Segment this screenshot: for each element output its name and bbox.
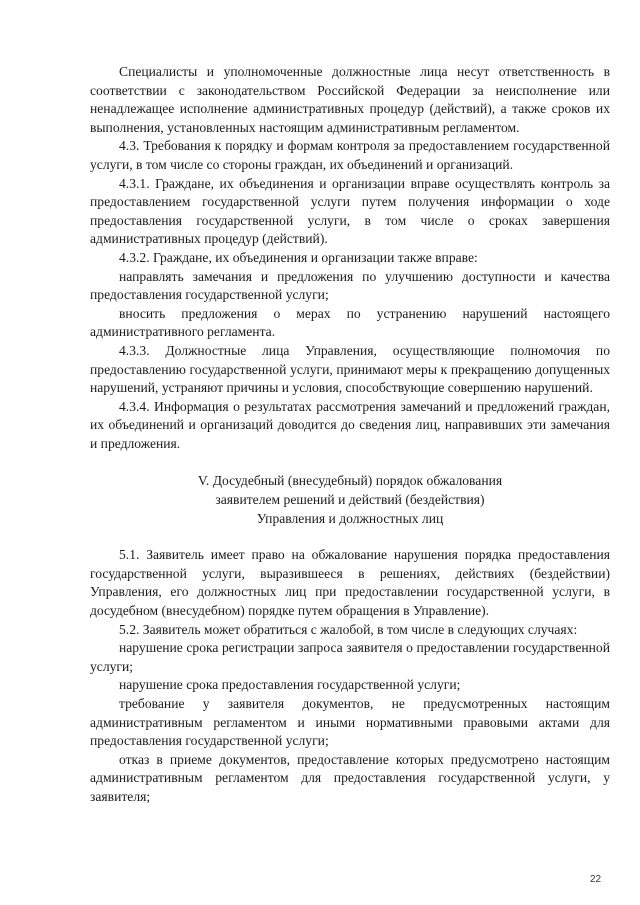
paragraph-documents-requirement: требование у заявителя документов, не предусмотренных настоящим административным регламентом и иными нормативными правовыми актами для предоставления государственной услуги; — [90, 696, 610, 749]
paragraph-4-3-3: 4.3.3. Должностные лица Управления, осуществляющие полномочия по предоставлению государственной услуги, принимают меры к прекращению допущенных нарушений, устраняют причины и условия, способствующие совершению нарушений. — [90, 342, 610, 396]
paragraph-4-3-1: 4.3.1. Граждане, их объединения и организации вправе осуществлять контроль за предоставлением государственной услуги путем получения информации о ходе предоставления государственной услуги, в том числе о сроках завершения административных процедур (действий). — [90, 175, 610, 247]
paragraph-4-3: 4.3. Требования к порядку и формам контроля за предоставлением государственной услуги, в том числе со стороны граждан, их объединений и организаций. — [90, 138, 610, 172]
paragraph-responsibility: Специалисты и уполномоченные должностные лица несут ответственность в соответствии с законодательством Российской Федерации за неисполнение или ненадлежащее исполнение административных процедур (действий), а также сроков их выполнения, установленных настоящим административным регламентом. — [90, 64, 610, 135]
paragraph-registration-violation: нарушение срока регистрации запроса заявителя о предоставлении государственной услуги; — [90, 640, 610, 674]
paragraph-5-2: 5.2. Заявитель может обратиться с жалобой, в том числе в следующих случаях: — [119, 621, 578, 637]
paragraph-make-proposals: вносить предложения о мерах по устранению нарушений настоящего административного регламента. — [90, 305, 610, 340]
spacer — [90, 528, 610, 546]
section-heading-line-2: заявителем решений и действий (бездействия) — [215, 492, 485, 508]
page-number: 22 — [590, 874, 602, 885]
paragraph-4-3-4: 4.3.4. Информация о результатах рассмотрения замечаний и предложений граждан, их объединений и организаций доводится до сведения лиц, направивших эти замечания и предложения. — [90, 398, 610, 451]
section-heading — [90, 472, 610, 528]
paragraph-refusal: отказ в приеме документов, предоставление которых предусмотрено настоящим административным регламентом для предоставления государственной услуги, у заявителя; — [90, 751, 610, 804]
spacer — [90, 453, 610, 472]
paragraph-deadline-violation: нарушение срока предоставления государственной услуги; — [119, 677, 461, 693]
section-heading-line-3: Управления и должностных лиц — [256, 510, 444, 526]
paragraph-4-3-2: 4.3.2. Граждане, их объединения и организации также вправе: — [119, 249, 478, 265]
document-page — [90, 63, 610, 807]
paragraph-5-1: 5.1. Заявитель имеет право на обжалование нарушения порядка предоставления государственной услуги, выразившееся в решениях, действиях (бездействии) Управления, его должностных лиц при предоставлении государственной услуги, в досудебном (внесудебном) порядке путем обращения в Управление). — [90, 547, 610, 619]
paragraph-send-remarks: направлять замечания и предложения по улучшению доступности и качества предоставления государственной услуги; — [90, 268, 610, 303]
section-heading-line-1: V. Досудебный (внесудебный) порядок обжалования — [197, 473, 503, 489]
